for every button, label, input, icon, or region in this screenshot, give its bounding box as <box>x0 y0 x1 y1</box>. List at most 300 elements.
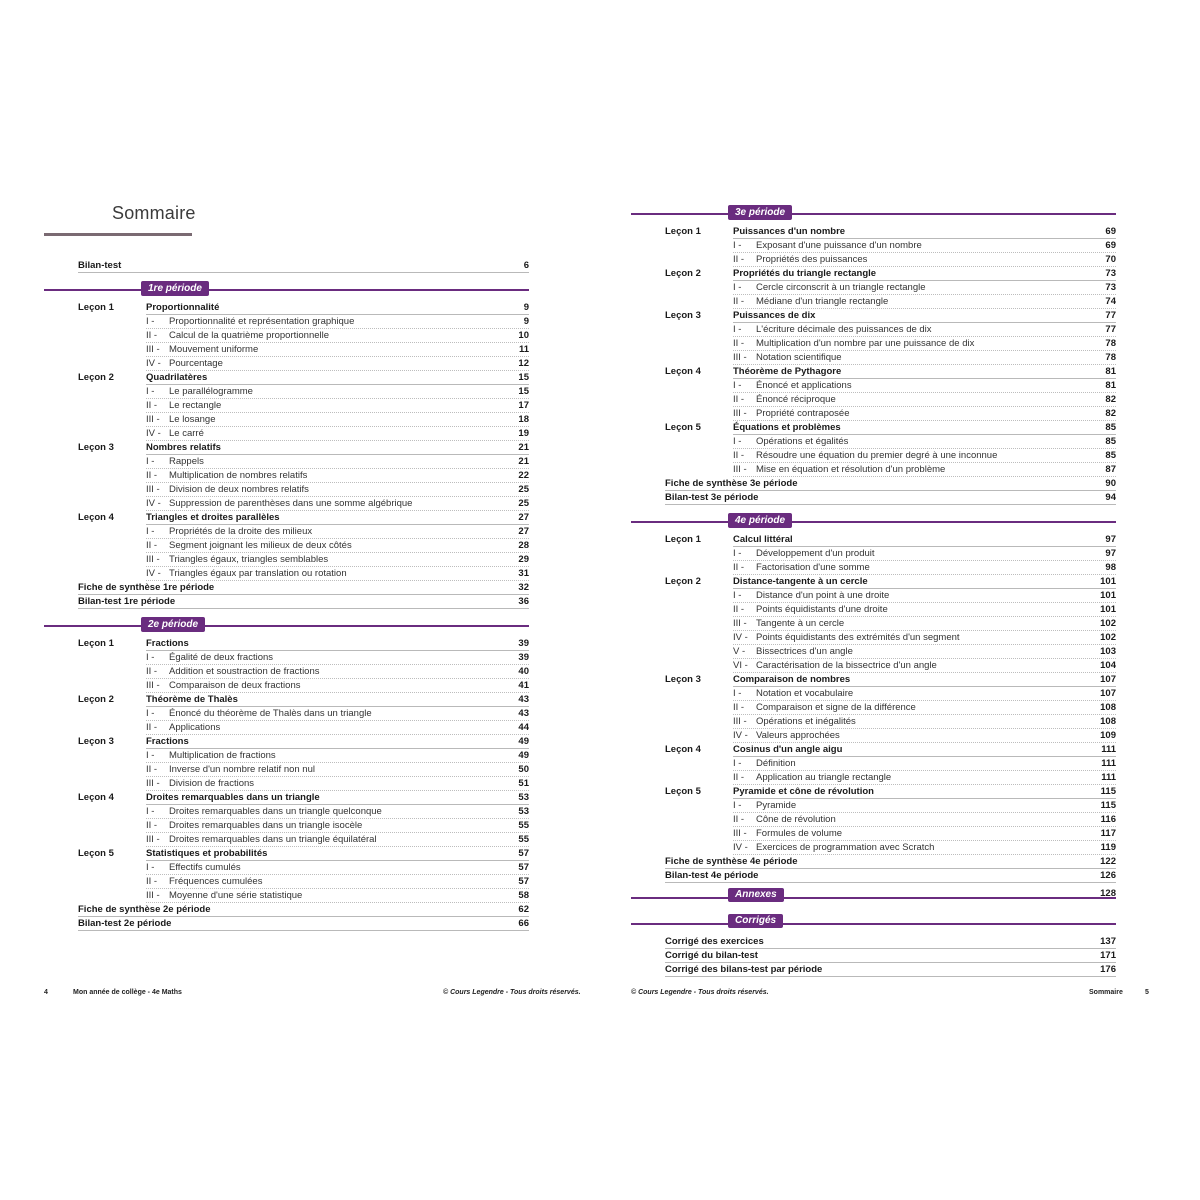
section-page: 22 <box>518 470 529 481</box>
section-row[interactable] <box>44 315 529 329</box>
section-page: 51 <box>518 778 529 789</box>
section-row[interactable] <box>44 329 529 343</box>
section-title: Rappels <box>169 456 204 467</box>
lesson-label: Leçon 5 <box>78 848 114 859</box>
section-page: 19 <box>518 428 529 439</box>
section-title: Le losange <box>169 414 216 425</box>
page-title: Sommaire <box>112 203 196 223</box>
entry-label: Bilan-test <box>78 260 122 271</box>
section-number: III - <box>733 408 747 419</box>
lesson-row[interactable] <box>631 225 1116 239</box>
section-page: 40 <box>518 666 529 677</box>
section-row[interactable] <box>44 651 529 665</box>
entry-page: 36 <box>518 596 529 607</box>
period-extra-row[interactable] <box>44 917 529 931</box>
section-number: I - <box>146 316 155 327</box>
section-title: Distance d'un point à une droite <box>756 590 890 601</box>
section-row[interactable] <box>631 435 1116 449</box>
entry-page: 126 <box>1100 870 1116 881</box>
corrige-row[interactable] <box>631 963 1116 977</box>
section-row[interactable] <box>44 567 529 581</box>
lesson-row[interactable] <box>631 575 1116 589</box>
section-row[interactable] <box>44 385 529 399</box>
section-number: II - <box>733 702 745 713</box>
section-title: Applications <box>169 722 221 733</box>
lesson-title: Calcul littéral <box>733 534 793 545</box>
section-row[interactable] <box>631 617 1116 631</box>
section-number: II - <box>146 540 158 551</box>
section-row[interactable] <box>631 351 1116 365</box>
section-number: III - <box>146 778 160 789</box>
lesson-label: Leçon 4 <box>665 366 701 377</box>
section-number: I - <box>733 240 742 251</box>
section-row[interactable] <box>631 379 1116 393</box>
section-title: Cercle circonscrit à un triangle rectangle <box>756 282 926 293</box>
entry-label: Fiche de synthèse 4e période <box>665 856 798 867</box>
section-title: Propriétés de la droite des milieux <box>169 526 313 537</box>
section-title: Le carré <box>169 428 204 439</box>
section-title: Égalité de deux fractions <box>169 652 274 663</box>
section-row[interactable] <box>631 757 1116 771</box>
period-rule <box>44 625 529 627</box>
section-row[interactable] <box>631 323 1116 337</box>
entry-label: Bilan-test 1re période <box>78 596 176 607</box>
section-row[interactable] <box>631 589 1116 603</box>
section-row[interactable] <box>631 841 1116 855</box>
section-row[interactable] <box>44 749 529 763</box>
lesson-page: 39 <box>518 638 529 649</box>
section-title: Propriété contraposée <box>756 408 850 419</box>
section-page: 108 <box>1100 702 1116 713</box>
section-row[interactable] <box>44 483 529 497</box>
footer-section-name: Sommaire <box>1089 989 1123 996</box>
annexes-rule <box>631 897 1116 899</box>
lesson-label: Leçon 2 <box>665 576 701 587</box>
section-row[interactable] <box>631 813 1116 827</box>
section-row[interactable] <box>631 701 1116 715</box>
section-row[interactable] <box>44 469 529 483</box>
section-title: Calcul de la quatrième proportionnelle <box>169 330 330 341</box>
section-row[interactable] <box>44 413 529 427</box>
section-title: Définition <box>756 758 796 769</box>
section-page: 12 <box>518 358 529 369</box>
section-row[interactable] <box>631 645 1116 659</box>
lesson-title: Puissances d'un nombre <box>733 226 846 237</box>
section-title: L'écriture décimale des puissances de dix <box>756 324 932 335</box>
section-page: 69 <box>1105 240 1116 251</box>
section-number: II - <box>146 330 158 341</box>
section-title: Droites remarquables dans un triangle quelconque <box>169 806 382 817</box>
section-number: I - <box>733 548 742 559</box>
section-number: III - <box>733 828 747 839</box>
section-page: 44 <box>518 722 529 733</box>
section-row[interactable] <box>44 665 529 679</box>
lesson-page: 101 <box>1100 576 1116 587</box>
section-page: 50 <box>518 764 529 775</box>
section-row[interactable] <box>44 455 529 469</box>
section-row[interactable] <box>44 763 529 777</box>
section-page: 41 <box>518 680 529 691</box>
section-title: Multiplication d'un nombre par une puissance de dix <box>756 338 975 349</box>
section-row[interactable] <box>631 827 1116 841</box>
footer-copyright: © Cours Legendre - Tous droits réservés. <box>443 989 581 996</box>
section-number: III - <box>733 464 747 475</box>
entry-page: 176 <box>1100 964 1116 975</box>
lesson-row[interactable] <box>631 673 1116 687</box>
lesson-row[interactable] <box>44 511 529 525</box>
lesson-row[interactable] <box>44 791 529 805</box>
section-page: 81 <box>1105 380 1116 391</box>
section-row[interactable] <box>631 463 1116 477</box>
section-number: III - <box>146 484 160 495</box>
section-page: 25 <box>518 498 529 509</box>
section-row[interactable] <box>631 799 1116 813</box>
section-number: I - <box>146 526 155 537</box>
section-number: I - <box>146 456 155 467</box>
period-extra-row[interactable] <box>631 477 1116 491</box>
section-title: Développement d'un produit <box>756 548 875 559</box>
section-page: 27 <box>518 526 529 537</box>
section-number: I - <box>733 282 742 293</box>
lesson-row[interactable] <box>44 371 529 385</box>
section-page: 111 <box>1101 772 1116 783</box>
entry-label: Corrigé des bilans-test par période <box>665 964 823 975</box>
section-page: 97 <box>1105 548 1116 559</box>
section-page: 119 <box>1100 842 1116 853</box>
section-title: Segment joignant les milieux de deux côtés <box>169 540 352 551</box>
section-number: III - <box>146 344 160 355</box>
section-number: II - <box>146 666 158 677</box>
section-title: Opérations et inégalités <box>756 716 856 727</box>
section-title: Formules de volume <box>756 828 843 839</box>
section-row[interactable] <box>44 525 529 539</box>
lesson-row[interactable] <box>631 421 1116 435</box>
section-row[interactable] <box>631 239 1116 253</box>
period-extra-row[interactable] <box>631 491 1116 505</box>
section-number: I - <box>733 436 742 447</box>
section-title: Moyenne d'une série statistique <box>169 890 303 901</box>
period-rule <box>44 289 529 291</box>
lesson-page: 115 <box>1100 786 1116 797</box>
section-row[interactable] <box>44 819 529 833</box>
lesson-row[interactable] <box>631 365 1116 379</box>
section-number: I - <box>733 590 742 601</box>
section-title: Addition et soustraction de fractions <box>169 666 320 677</box>
lesson-title: Statistiques et probabilités <box>146 848 268 859</box>
lesson-title: Puissances de dix <box>733 310 816 321</box>
section-number: II - <box>146 764 158 775</box>
lesson-row[interactable] <box>44 637 529 651</box>
entry-page: 6 <box>523 260 529 271</box>
section-number: I - <box>733 758 742 769</box>
section-page: 77 <box>1105 324 1116 335</box>
lesson-page: 53 <box>518 792 529 803</box>
entry-label: Fiche de synthèse 3e période <box>665 478 798 489</box>
section-row[interactable] <box>44 777 529 791</box>
title-rule <box>44 233 192 236</box>
lesson-title: Triangles et droites parallèles <box>146 512 280 523</box>
lesson-row[interactable] <box>631 533 1116 547</box>
entry-label: Corrigé des exercices <box>665 936 764 947</box>
lesson-page: 57 <box>518 848 529 859</box>
section-number: I - <box>146 750 155 761</box>
section-page: 78 <box>1105 338 1116 349</box>
section-number: I - <box>146 708 155 719</box>
section-number: II - <box>146 820 158 831</box>
lesson-title: Fractions <box>146 736 189 747</box>
lesson-label: Leçon 1 <box>665 226 701 237</box>
section-title: Points équidistants d'une droite <box>756 604 888 615</box>
entry-page: 122 <box>1100 856 1116 867</box>
entry-label: Bilan-test 3e période <box>665 492 759 503</box>
section-title: Bissectrices d'un angle <box>756 646 853 657</box>
section-title: Énoncé du théorème de Thalès dans un triangle <box>169 708 372 719</box>
footer-copyright: © Cours Legendre - Tous droits réservés. <box>631 989 769 996</box>
section-page: 101 <box>1100 604 1116 615</box>
section-number: II - <box>146 400 158 411</box>
section-page: 117 <box>1100 828 1116 839</box>
section-row[interactable] <box>44 861 529 875</box>
period-extra-row[interactable] <box>44 581 529 595</box>
section-row[interactable] <box>44 427 529 441</box>
section-page: 85 <box>1105 450 1116 461</box>
section-number: II - <box>733 772 745 783</box>
section-row[interactable] <box>631 295 1116 309</box>
lesson-page: 73 <box>1105 268 1116 279</box>
section-title: Suppression de parenthèses dans une somme algébrique <box>169 498 413 509</box>
section-page: 28 <box>518 540 529 551</box>
section-title: Proportionnalité et représentation graphique <box>169 316 355 327</box>
section-row[interactable] <box>631 547 1116 561</box>
section-row[interactable] <box>631 281 1116 295</box>
lesson-label: Leçon 5 <box>665 422 701 433</box>
section-title: Inverse d'un nombre relatif non nul <box>169 764 315 775</box>
section-page: 108 <box>1100 716 1116 727</box>
section-row[interactable] <box>44 343 529 357</box>
entry-page: 66 <box>518 918 529 929</box>
lesson-page: 81 <box>1105 366 1116 377</box>
lesson-label: Leçon 4 <box>78 512 114 523</box>
bilan-test-row[interactable] <box>44 259 529 273</box>
lesson-row[interactable] <box>631 309 1116 323</box>
section-title: Tangente à un cercle <box>756 618 845 629</box>
section-row[interactable] <box>631 631 1116 645</box>
lesson-page: 15 <box>518 372 529 383</box>
lesson-label: Leçon 1 <box>78 302 114 313</box>
section-page: 21 <box>518 456 529 467</box>
section-title: Le rectangle <box>169 400 222 411</box>
section-title: Application au triangle rectangle <box>756 772 892 783</box>
section-number: IV - <box>146 568 161 579</box>
section-number: III - <box>733 618 747 629</box>
lesson-title: Quadrilatères <box>146 372 208 383</box>
lesson-title: Fractions <box>146 638 189 649</box>
section-row[interactable] <box>44 539 529 553</box>
section-row[interactable] <box>631 337 1116 351</box>
section-row[interactable] <box>631 729 1116 743</box>
section-row[interactable] <box>44 679 529 693</box>
section-number: III - <box>146 680 160 691</box>
section-row[interactable] <box>631 561 1116 575</box>
section-page: 103 <box>1100 646 1116 657</box>
lesson-row[interactable] <box>631 785 1116 799</box>
section-page: 101 <box>1100 590 1116 601</box>
section-title: Mise en équation et résolution d'un problème <box>756 464 946 475</box>
section-title: Cône de révolution <box>756 814 836 825</box>
section-number: IV - <box>733 842 748 853</box>
section-page: 17 <box>518 400 529 411</box>
lesson-label: Leçon 2 <box>78 372 114 383</box>
section-title: Droites remarquables dans un triangle équilatéral <box>169 834 377 845</box>
section-page: 57 <box>518 876 529 887</box>
section-number: I - <box>146 386 155 397</box>
corriges-band <box>631 915 1116 931</box>
corrige-row[interactable] <box>631 949 1116 963</box>
section-page: 70 <box>1105 254 1116 265</box>
section-row[interactable] <box>631 393 1116 407</box>
section-page: 58 <box>518 890 529 901</box>
lesson-row[interactable] <box>44 693 529 707</box>
section-row[interactable] <box>44 721 529 735</box>
section-page: 116 <box>1100 814 1116 825</box>
lesson-page: 9 <box>523 302 529 313</box>
period-band <box>631 203 1116 225</box>
section-row[interactable] <box>631 771 1116 785</box>
lesson-row[interactable] <box>631 267 1116 281</box>
section-page: 43 <box>518 708 529 719</box>
period-badge: 3e période <box>728 205 792 220</box>
entry-label: Bilan-test 4e période <box>665 870 759 881</box>
lesson-title: Cosinus d'un angle aigu <box>733 744 843 755</box>
period-band <box>44 615 529 637</box>
section-page: 73 <box>1105 282 1116 293</box>
section-page: 107 <box>1100 688 1116 699</box>
section-page: 85 <box>1105 436 1116 447</box>
corrige-row[interactable] <box>631 935 1116 949</box>
section-row[interactable] <box>44 497 529 511</box>
lesson-label: Leçon 3 <box>665 310 701 321</box>
footer-page-number: 5 <box>1145 989 1149 996</box>
lesson-row[interactable] <box>44 301 529 315</box>
section-number: IV - <box>146 498 161 509</box>
lesson-title: Nombres relatifs <box>146 442 221 453</box>
section-row[interactable] <box>631 659 1116 673</box>
lesson-label: Leçon 4 <box>665 744 701 755</box>
section-page: 115 <box>1100 800 1116 811</box>
section-row[interactable] <box>631 449 1116 463</box>
section-row[interactable] <box>44 833 529 847</box>
lesson-row[interactable] <box>44 735 529 749</box>
lesson-row[interactable] <box>44 441 529 455</box>
section-number: IV - <box>733 632 748 643</box>
section-title: Division de fractions <box>169 778 255 789</box>
period-extra-row[interactable] <box>44 903 529 917</box>
lesson-title: Propriétés du triangle rectangle <box>733 268 877 279</box>
section-number: II - <box>146 470 158 481</box>
section-row[interactable] <box>631 407 1116 421</box>
section-title: Résoudre une équation du premier degré à une inconnue <box>756 450 998 461</box>
section-row[interactable] <box>44 875 529 889</box>
entry-label: Fiche de synthèse 2e période <box>78 904 211 915</box>
section-page: 57 <box>518 862 529 873</box>
section-row[interactable] <box>44 889 529 903</box>
section-title: Multiplication de nombres relatifs <box>169 470 308 481</box>
section-number: II - <box>146 876 158 887</box>
annexes-band[interactable] <box>631 889 1116 905</box>
entry-page: 90 <box>1105 478 1116 489</box>
lesson-title: Distance-tangente à un cercle <box>733 576 868 587</box>
section-title: Pyramide <box>756 800 797 811</box>
section-row[interactable] <box>44 805 529 819</box>
lesson-page: 27 <box>518 512 529 523</box>
lesson-row[interactable] <box>631 743 1116 757</box>
lesson-label: Leçon 4 <box>78 792 114 803</box>
period-badge: 2e période <box>141 617 205 632</box>
section-row[interactable] <box>44 553 529 567</box>
section-number: V - <box>733 646 746 657</box>
entry-page: 171 <box>1100 950 1116 961</box>
section-number: II - <box>733 394 745 405</box>
section-title: Propriétés des puissances <box>756 254 868 265</box>
lesson-label: Leçon 2 <box>665 268 701 279</box>
lesson-title: Comparaison de nombres <box>733 674 851 685</box>
section-title: Factorisation d'une somme <box>756 562 870 573</box>
section-number: I - <box>733 324 742 335</box>
section-page: 82 <box>1105 408 1116 419</box>
lesson-page: 69 <box>1105 226 1116 237</box>
section-row[interactable] <box>44 357 529 371</box>
lesson-page: 85 <box>1105 422 1116 433</box>
lesson-label: Leçon 3 <box>78 736 114 747</box>
section-row[interactable] <box>44 707 529 721</box>
section-title: Notation et vocabulaire <box>756 688 854 699</box>
section-page: 104 <box>1100 660 1116 671</box>
lesson-page: 97 <box>1105 534 1116 545</box>
period-badge: 4e période <box>728 513 792 528</box>
lesson-title: Théorème de Pythagore <box>733 366 842 377</box>
period-extra-row[interactable] <box>631 869 1116 883</box>
toc-right <box>631 203 1116 977</box>
section-number: II - <box>733 562 745 573</box>
section-title: Points équidistants des extrémités d'un segment <box>756 632 960 643</box>
section-title: Énoncé réciproque <box>756 394 836 405</box>
lesson-row[interactable] <box>44 847 529 861</box>
entry-page: 62 <box>518 904 529 915</box>
period-badge: 1re période <box>141 281 209 296</box>
lesson-label: Leçon 1 <box>78 638 114 649</box>
section-row[interactable] <box>631 253 1116 267</box>
section-row[interactable] <box>631 687 1116 701</box>
lesson-page: 21 <box>518 442 529 453</box>
section-number: III - <box>146 414 160 425</box>
section-page: 53 <box>518 806 529 817</box>
section-number: II - <box>733 254 745 265</box>
section-title: Valeurs approchées <box>756 730 840 741</box>
section-row[interactable] <box>44 399 529 413</box>
section-number: III - <box>146 834 160 845</box>
period-band <box>631 511 1116 533</box>
section-number: IV - <box>733 730 748 741</box>
section-number: III - <box>733 716 747 727</box>
period-extra-row[interactable] <box>44 595 529 609</box>
section-number: I - <box>733 800 742 811</box>
section-row[interactable] <box>631 715 1116 729</box>
section-row[interactable] <box>631 603 1116 617</box>
period-extra-row[interactable] <box>631 855 1116 869</box>
section-page: 9 <box>523 316 529 327</box>
section-number: III - <box>146 554 160 565</box>
section-title: Caractérisation de la bissectrice d'un angle <box>756 660 937 671</box>
